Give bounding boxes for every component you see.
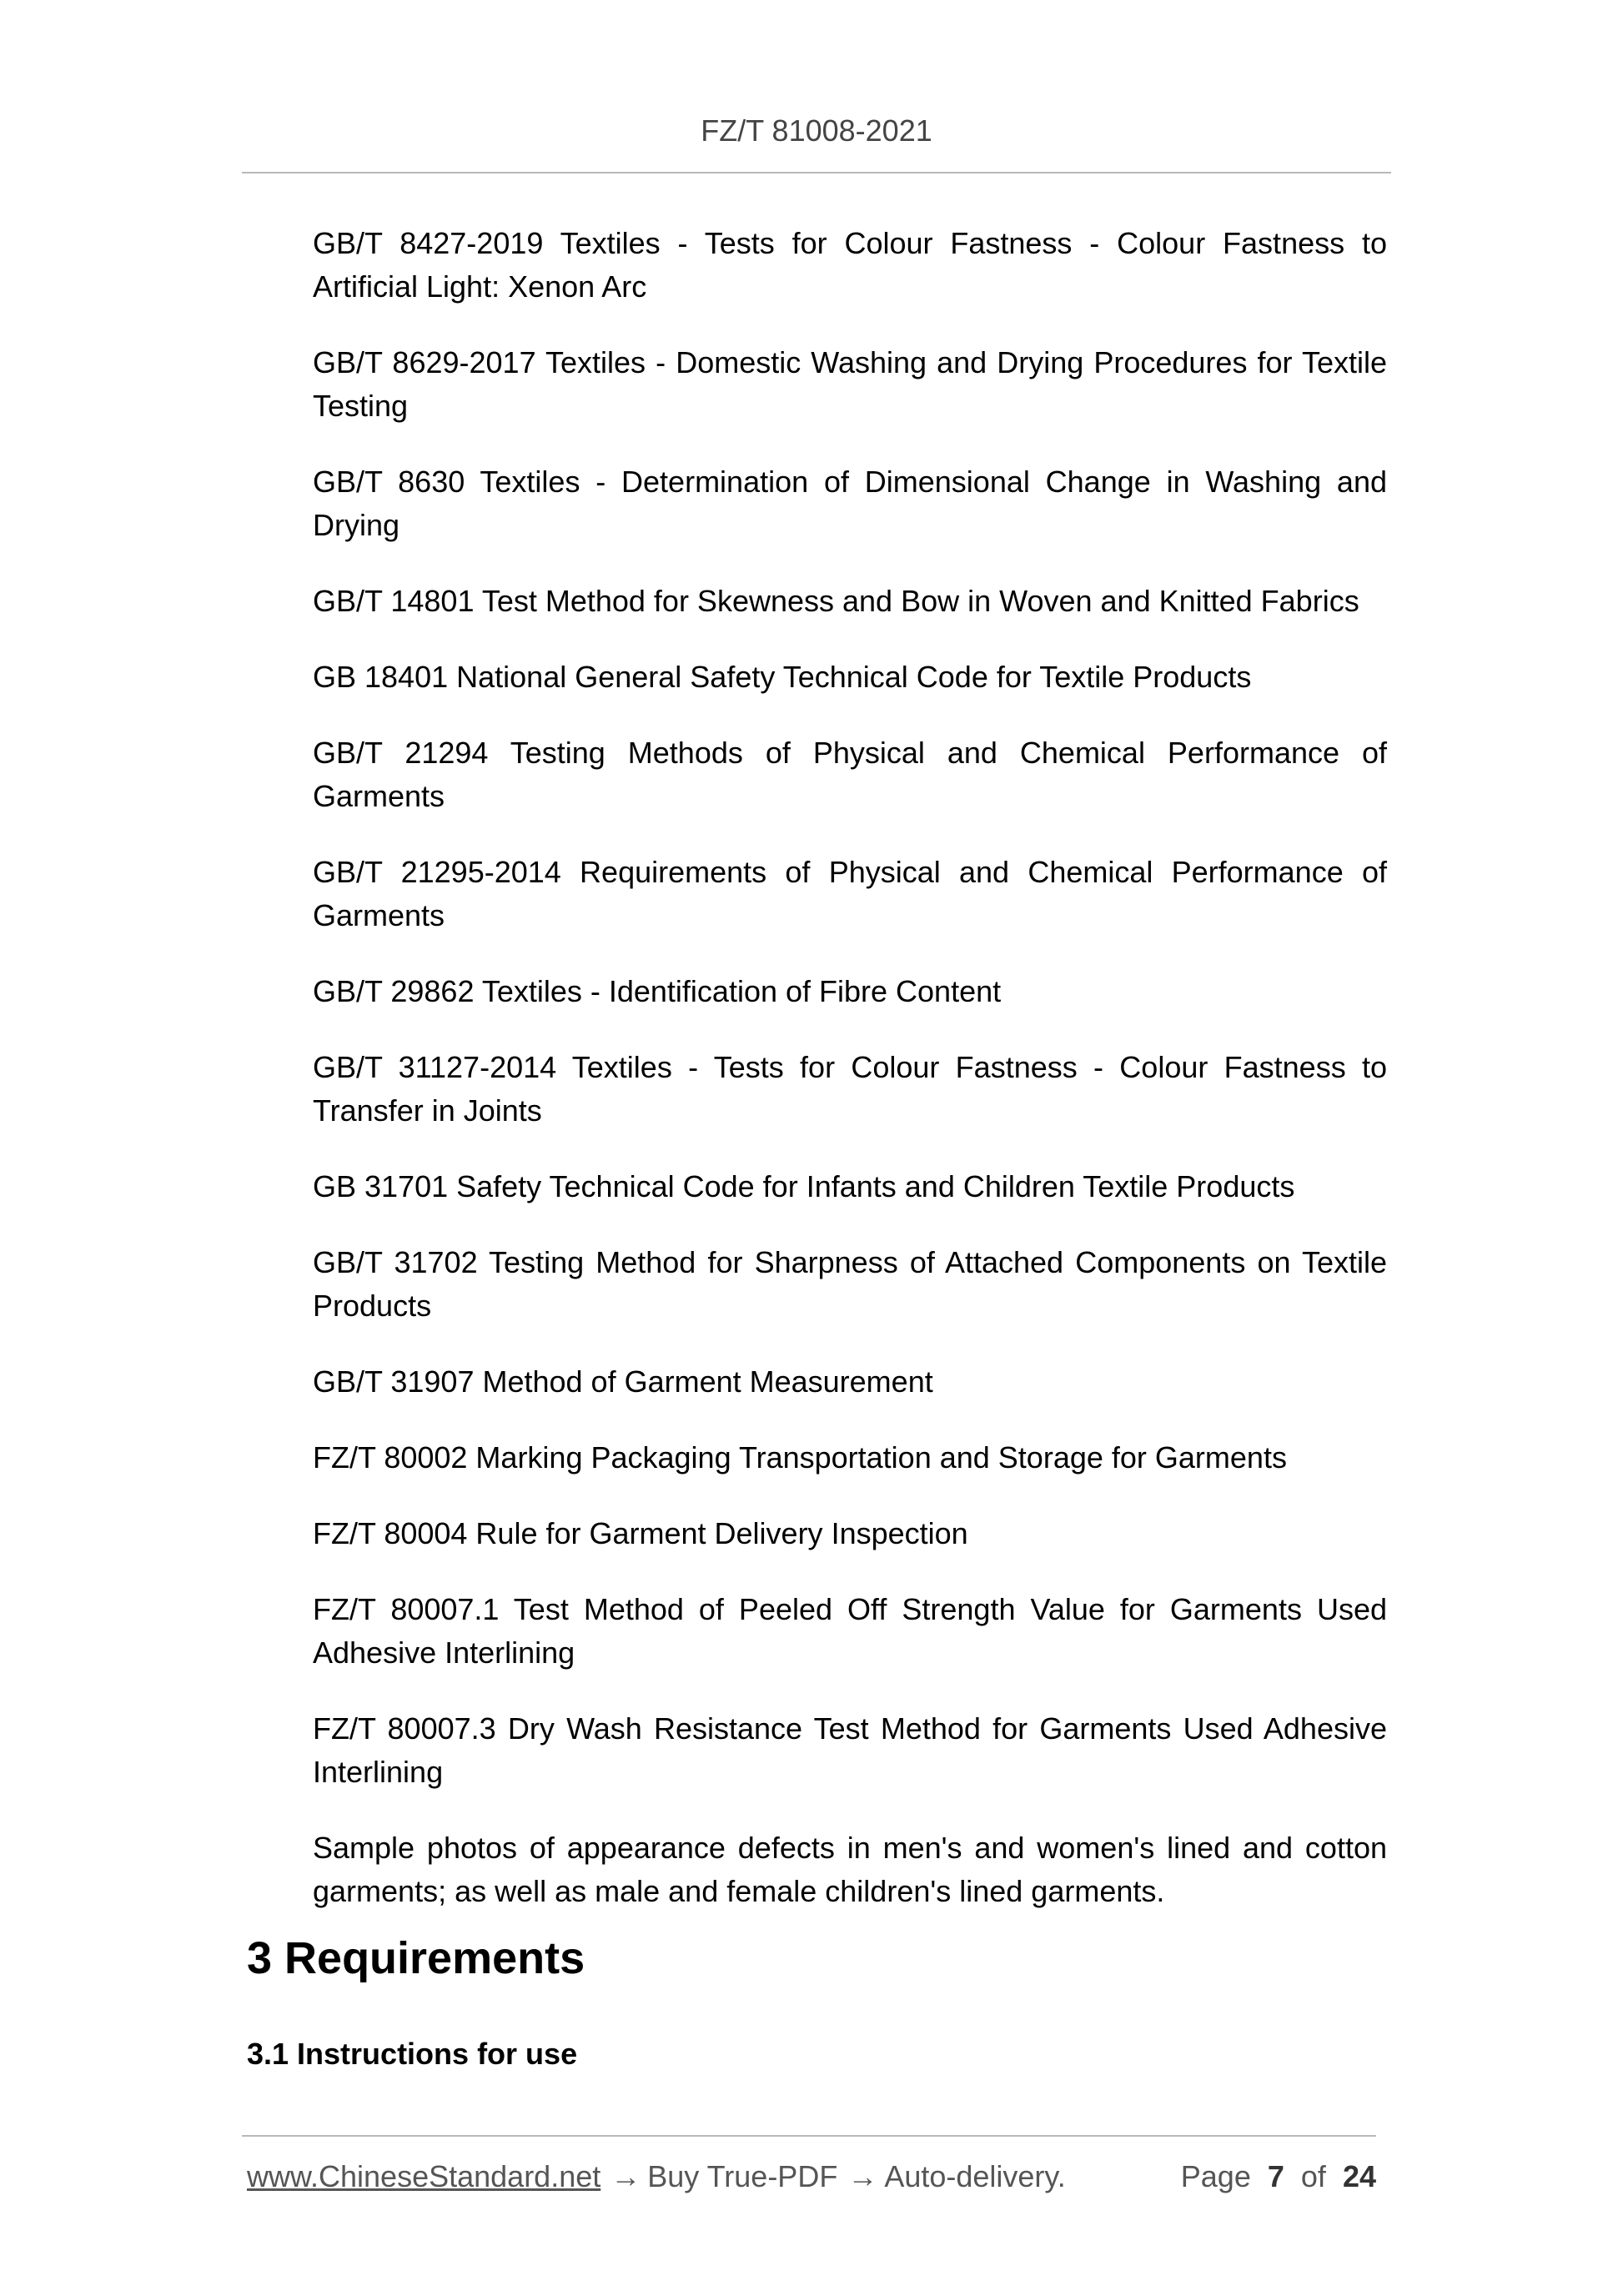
total-pages-number: 24 bbox=[1342, 2159, 1376, 2193]
standard-id: FZ/T 81008-2021 bbox=[701, 113, 932, 148]
current-page-number: 7 bbox=[1267, 2159, 1284, 2193]
reference-item: Sample photos of appearance defects in men's and women's lined and cotton garments; as well as male and female children's lined garments. bbox=[313, 1831, 1387, 1908]
reference-item: GB 18401 National General Safety Technical Code for Textile Products bbox=[313, 660, 1252, 694]
buy-pdf-text: Buy True-PDF bbox=[647, 2159, 838, 2193]
page-label: Page bbox=[1180, 2159, 1251, 2193]
website-link[interactable]: www.ChineseStandard.net bbox=[247, 2159, 601, 2193]
reference-item: FZ/T 80002 Marking Packaging Transportation and Storage for Garments bbox=[313, 1440, 1287, 1475]
reference-item: FZ/T 80007.1 Test Method of Peeled Off Strength Value for Garments Used Adhesive Interlining bbox=[313, 1592, 1387, 1670]
reference-item: FZ/T 80007.3 Dry Wash Resistance Test Method for Garments Used Adhesive Interlining bbox=[313, 1711, 1387, 1789]
reference-item: GB/T 31127-2014 Textiles - Tests for Colour Fastness - Colour Fastness to Transfer in Joints bbox=[313, 1050, 1387, 1128]
footer-promo bbox=[247, 2158, 1066, 2195]
reference-item: GB/T 21294 Testing Methods of Physical and Chemical Performance of Garments bbox=[313, 736, 1387, 813]
reference-item: GB/T 31702 Testing Method for Sharpness of Attached Components on Textile Products bbox=[313, 1245, 1387, 1323]
normative-references-list bbox=[313, 222, 1387, 1946]
reference-item: GB/T 14801 Test Method for Skewness and Bow in Woven and Knitted Fabrics bbox=[313, 584, 1359, 618]
reference-item: GB/T 8630 Textiles - Determination of Dimensional Change in Washing and Drying bbox=[313, 465, 1387, 542]
footer-divider bbox=[242, 2135, 1376, 2137]
reference-item: GB 31701 Safety Technical Code for Infants and Children Textile Products bbox=[313, 1169, 1295, 1203]
arrow-right-icon: → bbox=[847, 2159, 878, 2193]
reference-item: GB/T 21295-2014 Requirements of Physical and Chemical Performance of Garments bbox=[313, 855, 1387, 932]
reference-item: FZ/T 80004 Rule for Garment Delivery Inspection bbox=[313, 1516, 968, 1550]
page-indicator bbox=[1181, 2158, 1376, 2195]
reference-item: GB/T 8629-2017 Textiles - Domestic Washing and Drying Procedures for Textile Testing bbox=[313, 345, 1387, 423]
reference-item: GB/T 31907 Method of Garment Measurement bbox=[313, 1364, 933, 1399]
auto-delivery-text: Auto-delivery. bbox=[884, 2159, 1066, 2193]
arrow-right-icon: → bbox=[611, 2159, 641, 2193]
reference-item: GB/T 8427-2019 Textiles - Tests for Colour Fastness - Colour Fastness to Artificial Light: Xenon Arc bbox=[313, 226, 1387, 304]
document-header bbox=[242, 113, 1391, 148]
of-label: of bbox=[1300, 2159, 1326, 2193]
header-divider bbox=[242, 172, 1391, 173]
subsection-heading: 3.1 Instructions for use bbox=[247, 2037, 578, 2071]
reference-item: GB/T 29862 Textiles - Identification of Fibre Content bbox=[313, 974, 1002, 1008]
section-heading: 3 Requirements bbox=[247, 1933, 585, 1983]
